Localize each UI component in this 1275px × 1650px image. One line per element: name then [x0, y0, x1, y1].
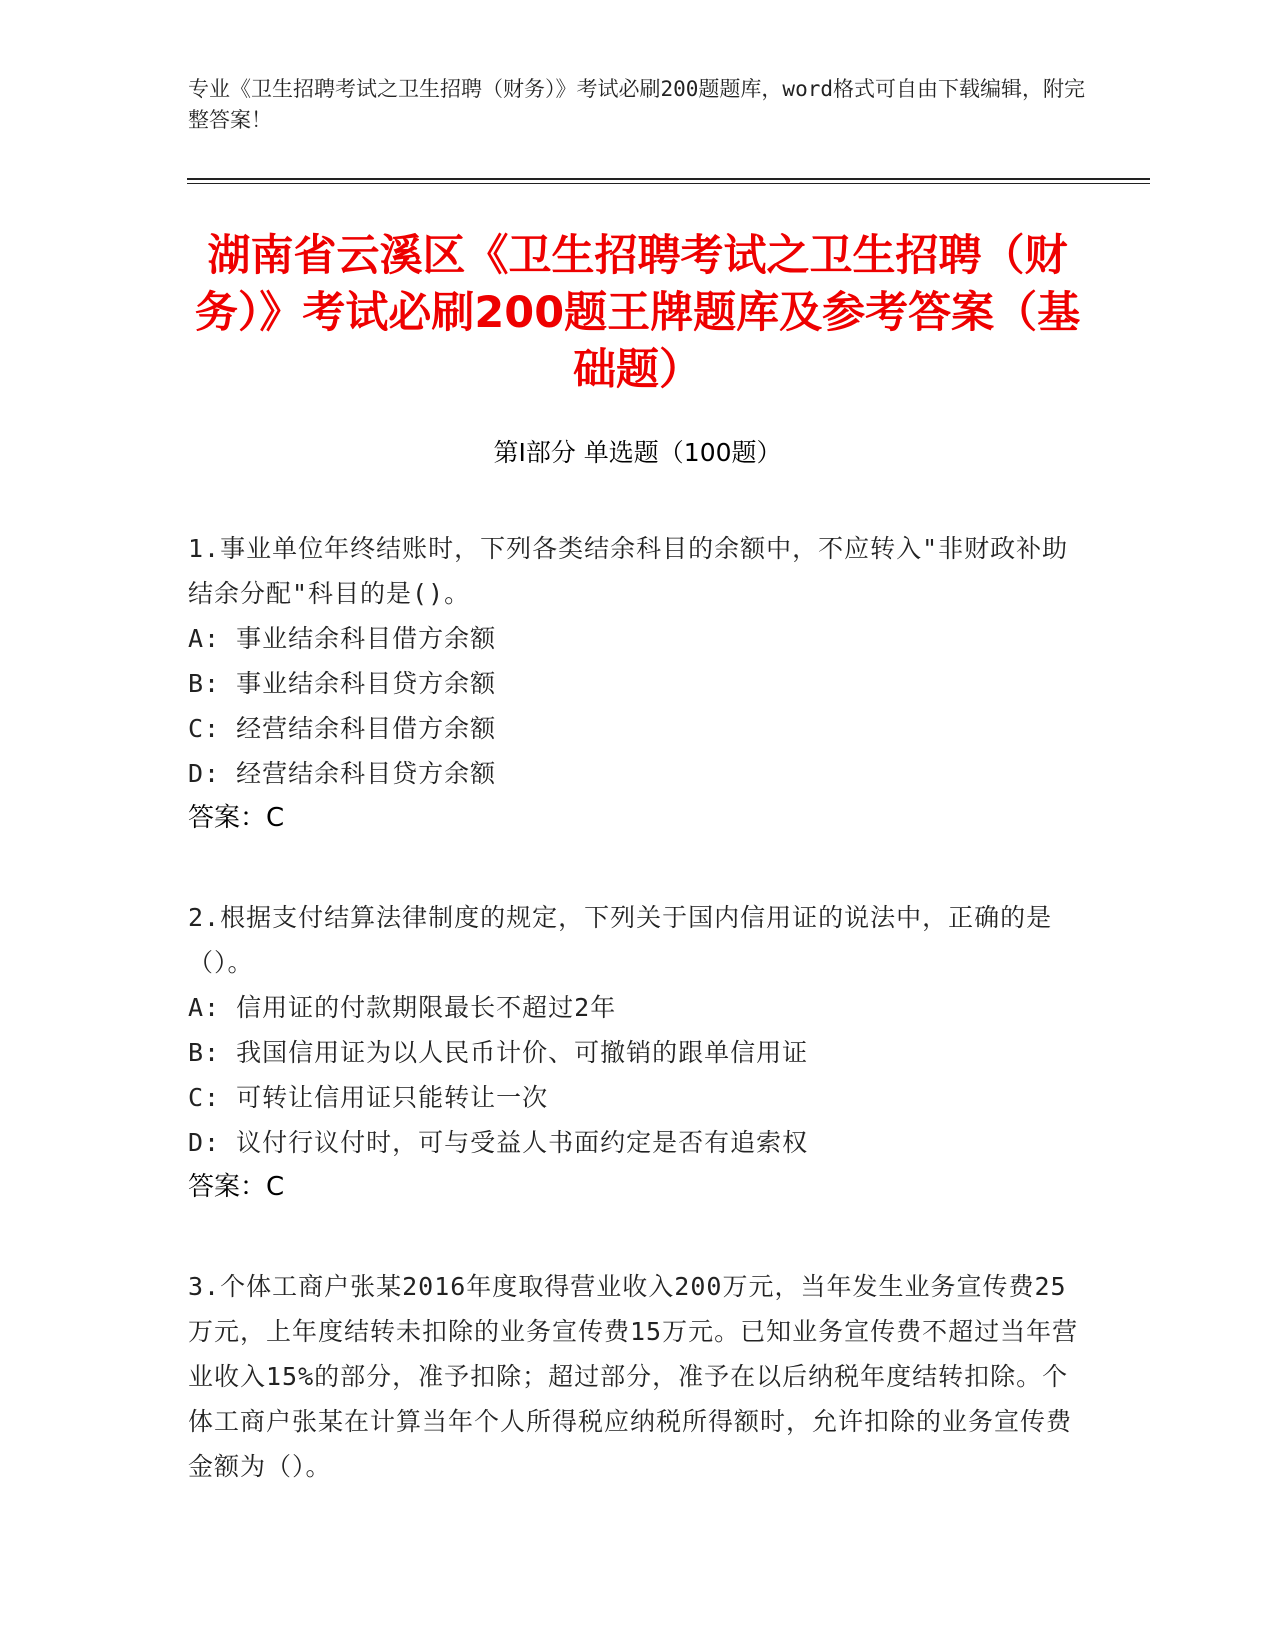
answer: 答案：C	[188, 803, 285, 833]
question-2	[188, 895, 1088, 1210]
question-3	[188, 1264, 1088, 1489]
option-b: B: 事业结余科目贷方余额	[188, 669, 497, 698]
document-title: 湖南省云溪区《卫生招聘考试之卫生招聘（财务）》考试必刷200题王牌题库及参考答案（基础题）	[194, 231, 1081, 395]
question-text: 2.根据支付结算法律制度的规定，下列关于国内信用证的说法中，正确的是（）。	[188, 903, 1053, 977]
question-list	[188, 526, 1088, 1543]
option-a: A: 事业结余科目借方余额	[188, 624, 497, 653]
header-divider-thin	[187, 183, 1150, 184]
answer: 答案：C	[188, 1172, 285, 1202]
header-note: 专业《卫生招聘考试之卫生招聘（财务）》考试必刷200题题库，word格式可自由下载编辑，附完整答案！	[188, 77, 1085, 132]
option-c: C: 经营结余科目借方余额	[188, 714, 497, 743]
section-title: 第Ⅰ部分 单选题（100题）	[493, 438, 782, 467]
option-c: C: 可转让信用证只能转让一次	[188, 1083, 549, 1112]
option-a: A: 信用证的付款期限最长不超过2年	[188, 993, 617, 1022]
option-d: D: 议付行议付时，可与受益人书面约定是否有追索权	[188, 1128, 809, 1157]
question-text: 3.个体工商户张某2016年度取得营业收入200万元，当年发生业务宣传费25万元，上年度结转未扣除的业务宣传费15万元。已知业务宣传费不超过当年营业收入15%的部分，准予扣除；超过部分，准予在以后纳税年度结转扣除。个体工商户张某在计算当年个人所得税应纳税所得额时，允许扣除的业务宣传费金额为（）。	[188, 1272, 1079, 1481]
question-1	[188, 526, 1088, 841]
question-text: 1.事业单位年终结账时，下列各类结余科目的余额中，不应转入"非财政补助结余分配"科目的是()。	[188, 534, 1069, 608]
header-divider-thick	[187, 178, 1150, 180]
option-b: B: 我国信用证为以人民币计价、可撤销的跟单信用证	[188, 1038, 809, 1067]
option-d: D: 经营结余科目贷方余额	[188, 759, 497, 788]
